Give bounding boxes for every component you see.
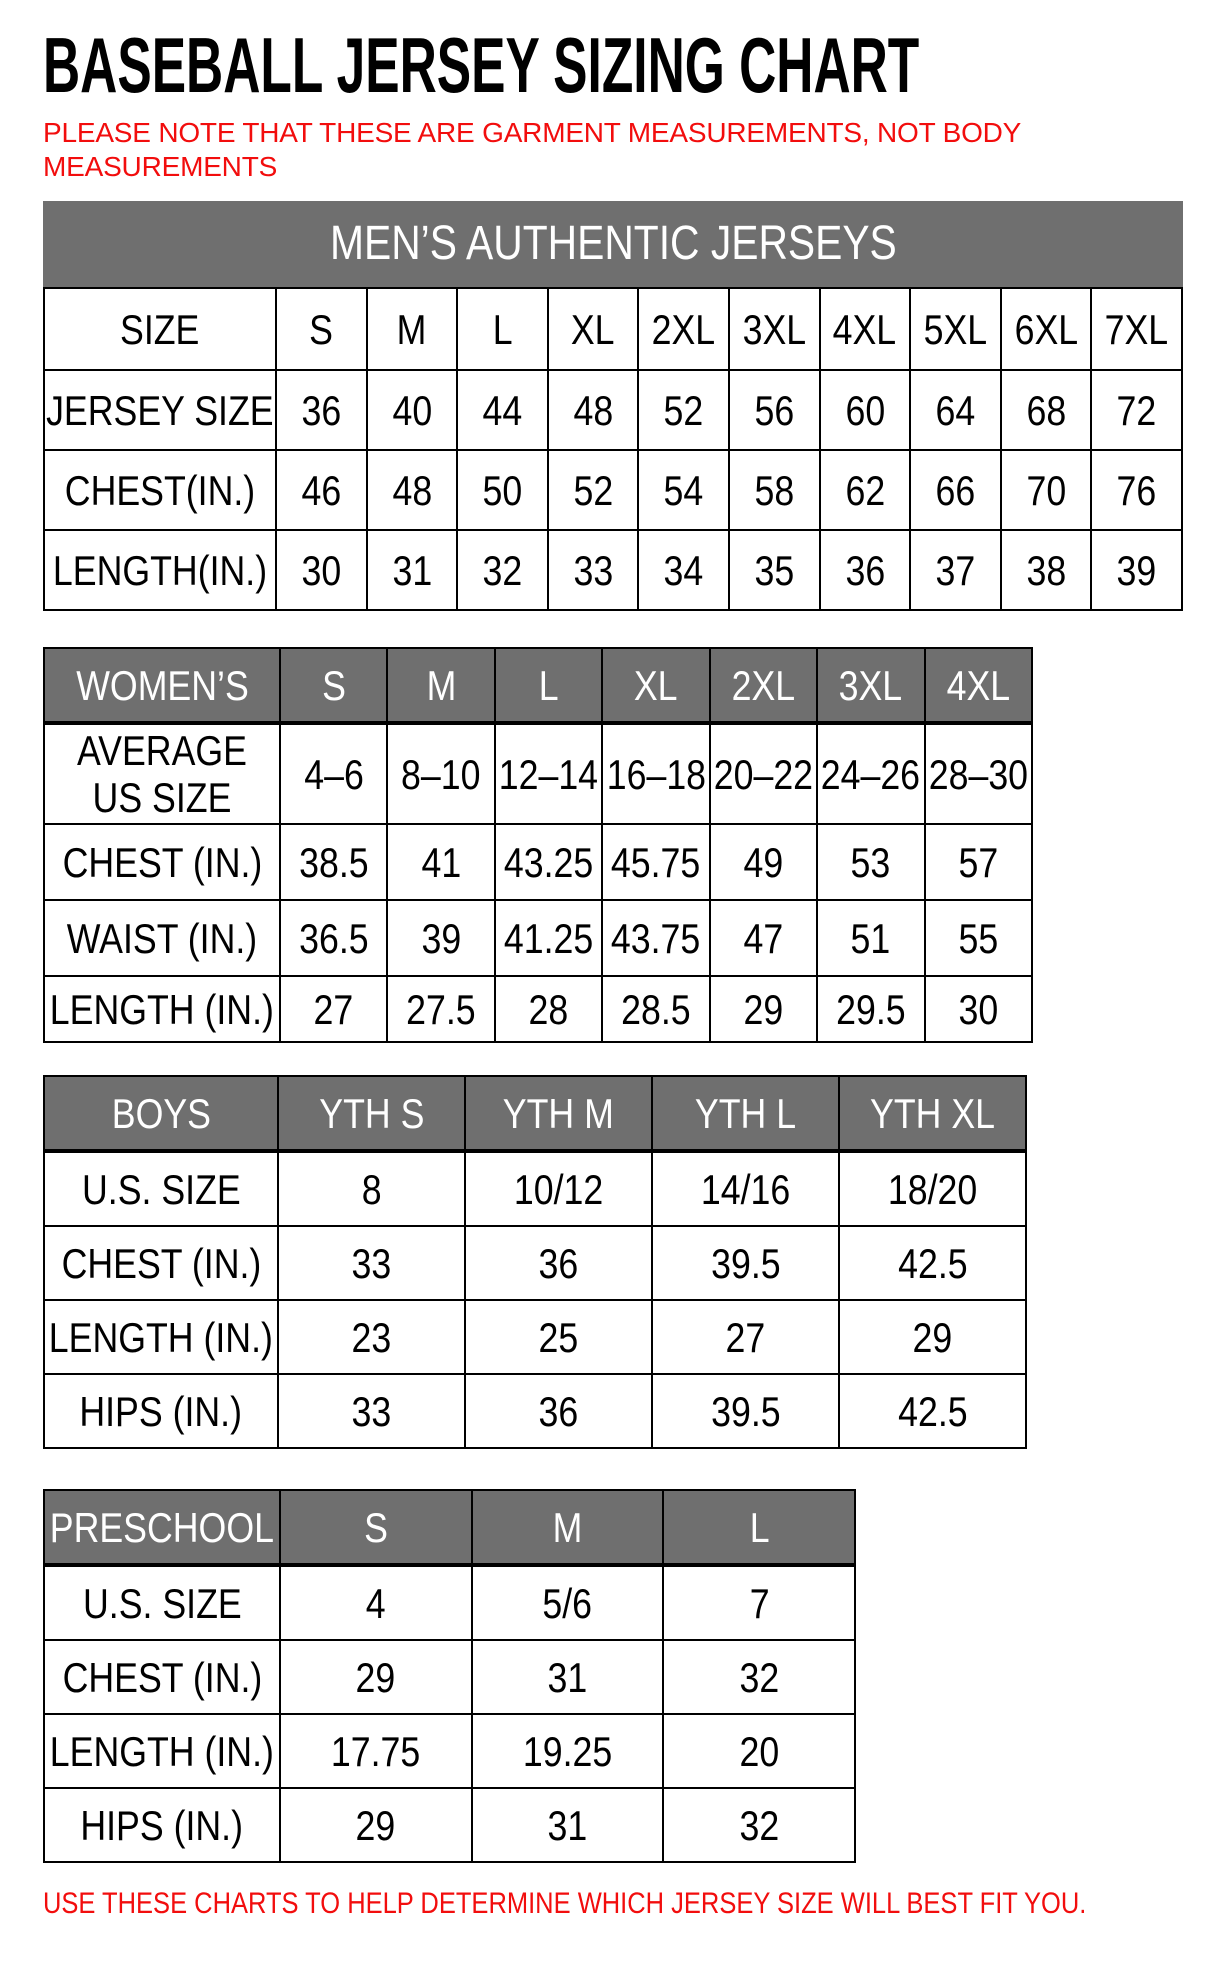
cell-text: 43.75 (611, 914, 701, 962)
value-cell (924, 901, 1031, 975)
value-cell (651, 1227, 838, 1299)
value-cell (279, 901, 386, 975)
value-cell (651, 1153, 838, 1225)
value-cell (709, 649, 816, 721)
table-row (45, 1713, 854, 1787)
cell-text: U.S. SIZE (81, 1165, 241, 1213)
value-cell (277, 1153, 464, 1225)
row-label-cell (45, 1641, 279, 1713)
value-cell (279, 1715, 471, 1787)
row-label-cell (45, 1491, 279, 1563)
cell-text: LENGTH(IN.) (52, 546, 268, 594)
value-cell (547, 451, 638, 529)
value-cell (547, 531, 638, 609)
value-cell (464, 1153, 651, 1225)
table-row (45, 289, 1181, 369)
value-cell (279, 1491, 471, 1563)
cell-text: 32 (739, 1801, 780, 1849)
cell-text: M (397, 305, 427, 353)
value-cell (279, 1641, 471, 1713)
cell-text: XL (571, 305, 615, 353)
cell-text: 4XL (946, 661, 1011, 709)
cell-text: 72 (1116, 386, 1157, 434)
cell-text: 27.5 (406, 985, 476, 1033)
value-cell (275, 531, 366, 609)
cell-text: 24–26 (821, 750, 921, 798)
value-cell (909, 289, 1000, 369)
cell-text: 16–18 (606, 750, 706, 798)
value-cell (464, 1375, 651, 1447)
value-cell (662, 1567, 854, 1639)
value-cell (637, 451, 728, 529)
fit-advice-footer (43, 1887, 1220, 1921)
value-cell (816, 649, 923, 721)
value-cell (279, 977, 386, 1041)
table-row (45, 449, 1181, 529)
cell-text: 28–30 (928, 750, 1028, 798)
cell-text: 53 (850, 838, 891, 886)
value-cell (464, 1301, 651, 1373)
cell-text: L (492, 305, 513, 353)
row-label-cell (45, 649, 279, 721)
value-cell (601, 825, 708, 899)
cell-text: 58 (754, 466, 795, 514)
value-cell (456, 289, 547, 369)
cell-text: 8 (361, 1165, 382, 1213)
cell-text: CHEST (IN.) (61, 1239, 261, 1287)
table-row (45, 723, 1031, 823)
cell-text: 40 (392, 386, 432, 434)
value-cell (456, 371, 547, 449)
cell-text: 37 (935, 546, 976, 594)
cell-text: 66 (935, 466, 976, 514)
value-cell (279, 1789, 471, 1861)
value-cell (279, 1567, 471, 1639)
cell-text: 52 (663, 386, 704, 434)
cell-text: 57 (958, 838, 999, 886)
cell-text: AVERAGE US SIZE (77, 727, 247, 822)
cell-text: 39 (1116, 546, 1157, 594)
value-cell (471, 1491, 663, 1563)
cell-text: HIPS (IN.) (80, 1801, 244, 1849)
cell-text: YTH M (502, 1089, 615, 1137)
value-cell (277, 1077, 464, 1149)
cell-text: 33 (573, 546, 613, 594)
value-cell (386, 825, 493, 899)
cell-text: LENGTH (IN.) (48, 1313, 274, 1361)
cell-text: 19.25 (522, 1727, 613, 1775)
value-cell (662, 1641, 854, 1713)
row-label-cell (45, 1153, 277, 1225)
cell-text: 7XL (1104, 305, 1169, 353)
cell-text: 60 (845, 386, 885, 434)
mens-table-banner (43, 201, 1183, 287)
row-label-cell (45, 1227, 277, 1299)
value-cell (709, 901, 816, 975)
cell-text: 12–14 (498, 750, 599, 798)
cell-text: 46 (301, 466, 342, 514)
cell-text: 31 (547, 1653, 588, 1701)
cell-text: U.S. SIZE (82, 1579, 242, 1627)
cell-text: 39.5 (710, 1387, 781, 1435)
cell-text: 14/16 (700, 1165, 791, 1213)
cell-text: XL (634, 661, 678, 709)
value-cell (838, 1301, 1025, 1373)
cell-text: 5XL (923, 305, 988, 353)
value-cell (275, 289, 366, 369)
row-label-cell (45, 289, 275, 369)
value-cell (279, 725, 386, 823)
cell-text: LENGTH (IN.) (49, 985, 275, 1033)
cell-text: 42.5 (897, 1239, 968, 1287)
value-cell (386, 977, 493, 1041)
value-cell (1090, 531, 1181, 609)
value-cell (924, 977, 1031, 1041)
boys-table-grid (43, 1075, 1027, 1449)
value-cell (662, 1491, 854, 1563)
table-row (45, 975, 1031, 1041)
cell-text: 29 (355, 1653, 396, 1701)
value-cell (471, 1715, 663, 1787)
value-cell (1000, 531, 1091, 609)
cell-text: 31 (392, 546, 432, 594)
value-cell (924, 825, 1031, 899)
value-cell (279, 825, 386, 899)
cell-text: 38.5 (298, 838, 369, 886)
cell-text: 27 (725, 1313, 766, 1361)
value-cell (471, 1641, 663, 1713)
row-label-cell (45, 725, 279, 823)
table-header-row (45, 1491, 854, 1565)
value-cell (909, 371, 1000, 449)
cell-text: 36 (538, 1387, 579, 1435)
row-label-cell (45, 1077, 277, 1149)
table-row (45, 529, 1181, 609)
value-cell (494, 725, 601, 823)
value-cell (601, 901, 708, 975)
table-row (45, 1151, 1025, 1225)
value-cell (709, 725, 816, 823)
value-cell (456, 451, 547, 529)
cell-text: 36.5 (298, 914, 369, 962)
cell-text: 42.5 (897, 1387, 968, 1435)
value-cell (1000, 371, 1091, 449)
cell-text: 47 (743, 914, 784, 962)
cell-text: 4–6 (303, 750, 364, 798)
garment-measurement-note (43, 116, 1220, 183)
cell-text: 68 (1026, 386, 1066, 434)
value-cell (1000, 451, 1091, 529)
preschool-table (43, 1489, 856, 1863)
cell-text: 3XL (742, 305, 807, 353)
cell-text: 8–10 (401, 750, 481, 798)
cell-text: 4 (365, 1579, 386, 1627)
value-cell (637, 371, 728, 449)
cell-text: 41.25 (503, 914, 594, 962)
value-cell (637, 531, 728, 609)
row-label-cell (45, 451, 275, 529)
value-cell (366, 531, 457, 609)
mens-table-banner-text: MEN’S AUTHENTIC JERSEYS (329, 217, 897, 271)
cell-text: LENGTH (IN.) (49, 1727, 275, 1775)
value-cell (816, 825, 923, 899)
cell-text: YTH L (694, 1089, 797, 1137)
value-cell (456, 531, 547, 609)
cell-text: 2XL (731, 661, 796, 709)
cell-text: 36 (538, 1239, 579, 1287)
value-cell (494, 649, 601, 721)
cell-text: CHEST (IN.) (62, 1653, 262, 1701)
value-cell (366, 289, 457, 369)
value-cell (386, 901, 493, 975)
cell-text: 6XL (1014, 305, 1078, 353)
cell-text: 23 (351, 1313, 392, 1361)
cell-text: YTH XL (869, 1089, 995, 1137)
value-cell (494, 825, 601, 899)
table-row (45, 899, 1031, 975)
value-cell (662, 1789, 854, 1861)
value-cell (1090, 289, 1181, 369)
cell-text: 30 (958, 985, 999, 1033)
table-row (45, 1225, 1025, 1299)
cell-text: PRESCHOOL (49, 1503, 275, 1551)
row-label-cell (45, 371, 275, 449)
value-cell (819, 531, 910, 609)
womens-table (43, 647, 1033, 1043)
value-cell (816, 901, 923, 975)
cell-text: M (552, 1503, 583, 1551)
table-row (45, 1787, 854, 1861)
row-label-cell (45, 1301, 277, 1373)
row-label-cell (45, 1567, 279, 1639)
mens-table-grid (43, 287, 1183, 611)
cell-text: 64 (935, 386, 976, 434)
value-cell (366, 371, 457, 449)
cell-text: JERSEY SIZE (46, 386, 274, 434)
row-label-cell (45, 1715, 279, 1787)
cell-text: HIPS (IN.) (79, 1387, 243, 1435)
womens-table-grid (43, 647, 1033, 1043)
cell-text: BOYS (111, 1089, 211, 1137)
row-label-cell (45, 1375, 277, 1447)
value-cell (709, 825, 816, 899)
table-row (45, 823, 1031, 899)
value-cell (651, 1375, 838, 1447)
cell-text: 62 (845, 466, 885, 514)
value-cell (662, 1715, 854, 1787)
cell-text: 56 (754, 386, 795, 434)
value-cell (601, 649, 708, 721)
value-cell (277, 1375, 464, 1447)
value-cell (819, 371, 910, 449)
cell-text: SIZE (120, 305, 200, 353)
value-cell (279, 649, 386, 721)
cell-text: 36 (845, 546, 885, 594)
cell-text: S (363, 1503, 388, 1551)
cell-text: 35 (754, 546, 795, 594)
cell-text: 20–22 (713, 750, 814, 798)
cell-text: 39.5 (710, 1239, 781, 1287)
cell-text: S (309, 305, 334, 353)
cell-text: 31 (547, 1801, 588, 1849)
value-cell (637, 289, 728, 369)
cell-text: 52 (573, 466, 613, 514)
value-cell (838, 1077, 1025, 1149)
cell-text: 41 (421, 838, 461, 886)
cell-text: CHEST(IN.) (64, 466, 256, 514)
value-cell (366, 451, 457, 529)
cell-text: 29 (912, 1313, 953, 1361)
value-cell (386, 725, 493, 823)
table-row (45, 369, 1181, 449)
cell-text: 25 (538, 1313, 579, 1361)
value-cell (816, 977, 923, 1041)
cell-text: WOMEN’S (75, 661, 249, 709)
value-cell (838, 1227, 1025, 1299)
cell-text: 7 (749, 1579, 770, 1627)
value-cell (464, 1227, 651, 1299)
value-cell (728, 289, 819, 369)
value-cell (494, 977, 601, 1041)
cell-text: 28.5 (621, 985, 691, 1033)
row-label-cell (45, 1789, 279, 1861)
cell-text: L (538, 661, 559, 709)
note-line-1: PLEASE NOTE THAT THESE ARE GARMENT MEASUREMENTS, NOT BODY (43, 117, 1022, 148)
value-cell (275, 371, 366, 449)
value-cell (494, 901, 601, 975)
value-cell (547, 371, 638, 449)
value-cell (1090, 451, 1181, 529)
cell-text: 28 (528, 985, 569, 1033)
value-cell (819, 289, 910, 369)
cell-text: 70 (1026, 466, 1066, 514)
preschool-table-grid (43, 1489, 856, 1863)
row-label-cell (45, 825, 279, 899)
value-cell (909, 531, 1000, 609)
row-label-cell (45, 531, 275, 609)
value-cell (728, 531, 819, 609)
row-label-cell (45, 901, 279, 975)
cell-text: 29 (355, 1801, 396, 1849)
value-cell (709, 977, 816, 1041)
page-title-text: BASEBALL JERSEY SIZING CHART (43, 21, 920, 109)
cell-text: 18/20 (887, 1165, 978, 1213)
cell-text: 4XL (833, 305, 897, 353)
cell-text: 54 (663, 466, 704, 514)
value-cell (601, 725, 708, 823)
value-cell (651, 1301, 838, 1373)
value-cell (471, 1789, 663, 1861)
cell-text: 10/12 (513, 1165, 604, 1213)
cell-text: 27 (313, 985, 354, 1033)
value-cell (816, 725, 923, 823)
mens-authentic-jerseys-table (43, 201, 1183, 611)
cell-text: 49 (743, 838, 784, 886)
cell-text: 55 (958, 914, 999, 962)
value-cell (924, 725, 1031, 823)
value-cell (909, 451, 1000, 529)
cell-text: YTH S (318, 1089, 425, 1137)
cell-text: 20 (739, 1727, 780, 1775)
cell-text: 76 (1116, 466, 1157, 514)
cell-text: M (426, 661, 456, 709)
cell-text: 30 (301, 546, 342, 594)
row-label-cell (45, 977, 279, 1041)
cell-text: 33 (351, 1239, 392, 1287)
cell-text: 17.75 (331, 1727, 421, 1775)
value-cell (386, 649, 493, 721)
table-header-row (45, 1077, 1025, 1151)
value-cell (838, 1153, 1025, 1225)
cell-text: 34 (663, 546, 704, 594)
cell-text: 39 (421, 914, 461, 962)
value-cell (1000, 289, 1091, 369)
table-row (45, 1299, 1025, 1373)
table-row (45, 1565, 854, 1639)
cell-text: 38 (1026, 546, 1066, 594)
boys-table (43, 1075, 1027, 1449)
cell-text: 32 (739, 1653, 780, 1701)
fit-advice-footer-text: USE THESE CHARTS TO HELP DETERMINE WHICH JERSEY SIZE WILL BEST FIT YOU. (43, 1887, 1087, 1921)
cell-text: WAIST (IN.) (66, 914, 258, 962)
value-cell (547, 289, 638, 369)
cell-text: 3XL (839, 661, 903, 709)
value-cell (601, 977, 708, 1041)
cell-text: S (321, 661, 346, 709)
cell-text: 50 (482, 466, 523, 514)
value-cell (275, 451, 366, 529)
table-row (45, 1639, 854, 1713)
cell-text: 48 (573, 386, 613, 434)
cell-text: 51 (850, 914, 891, 962)
value-cell (728, 371, 819, 449)
value-cell (471, 1567, 663, 1639)
cell-text: CHEST (IN.) (62, 838, 262, 886)
value-cell (277, 1301, 464, 1373)
cell-text: 45.75 (611, 838, 701, 886)
cell-text: 29 (743, 985, 784, 1033)
value-cell (277, 1227, 464, 1299)
cell-text: 5/6 (542, 1579, 593, 1627)
cell-text: L (749, 1503, 770, 1551)
cell-text: 2XL (651, 305, 716, 353)
page-title (43, 21, 1220, 109)
cell-text: 48 (392, 466, 432, 514)
value-cell (728, 451, 819, 529)
table-header-row (45, 649, 1031, 723)
value-cell (819, 451, 910, 529)
cell-text: 36 (301, 386, 342, 434)
value-cell (924, 649, 1031, 721)
value-cell (838, 1375, 1025, 1447)
cell-text: 44 (482, 386, 523, 434)
table-row (45, 1373, 1025, 1447)
cell-text: 33 (351, 1387, 392, 1435)
cell-text: 29.5 (836, 985, 906, 1033)
value-cell (464, 1077, 651, 1149)
cell-text: 32 (482, 546, 523, 594)
note-line-2: MEASUREMENTS (43, 150, 278, 182)
value-cell (1090, 371, 1181, 449)
value-cell (651, 1077, 838, 1149)
cell-text: 43.25 (503, 838, 594, 886)
